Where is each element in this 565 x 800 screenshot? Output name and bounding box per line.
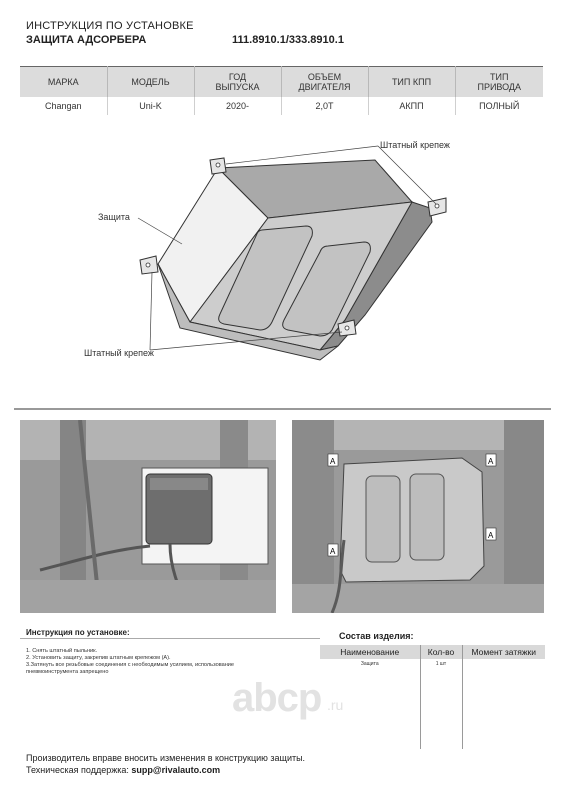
mount-hole-top-left	[216, 163, 220, 167]
subtitle-row	[26, 34, 546, 48]
spec-header-year	[194, 67, 281, 97]
composition-header-qty: Кол-во	[420, 645, 462, 659]
skid-plate-diagram	[0, 140, 565, 400]
callout-fastener-bottom: Штатный крепеж	[84, 348, 154, 358]
leader-left	[138, 218, 182, 244]
composition-empty-cell	[420, 669, 462, 749]
spec-header-gearbox: ТИП КПП	[368, 67, 455, 97]
spec-header-drive	[455, 67, 543, 97]
product-code: 111.8910.1/333.8910.1	[232, 34, 344, 46]
spec-header-brand: МАРКА	[20, 67, 107, 97]
instruction-step: 2. Установить защиту, закрепив штатным крепежом (А).	[26, 655, 171, 661]
marker-a-bottom-right-label: A	[488, 531, 494, 540]
spec-value-brand: Changan	[20, 97, 107, 115]
spec-value-row	[20, 97, 543, 115]
footer-support	[26, 764, 305, 776]
spec-header-row	[20, 67, 543, 97]
instruction-steps	[26, 648, 316, 676]
spec-header-drive-text: ТИП ПРИВОДА	[477, 71, 522, 92]
spec-value-model: Uni-K	[107, 97, 194, 115]
skid-plate-drawing	[0, 140, 565, 400]
document-title: ИНСТРУКЦИЯ ПО УСТАНОВКЕ	[26, 20, 194, 32]
section-divider	[14, 408, 551, 410]
composition-header-row	[320, 645, 545, 659]
mount-hole-left	[146, 263, 150, 267]
composition-header-name: Наименование	[320, 645, 420, 659]
instruction-step: 3.Затянуть все резьбовые соединения с необходимым усилием, использование	[26, 662, 235, 668]
mount-hole-bottom	[345, 326, 349, 330]
photo-before-canister-top	[150, 478, 208, 490]
spec-value-gearbox: АКПП	[368, 97, 455, 115]
spec-header-engine-text: ОБЪЕМ ДВИГАТЕЛЯ	[298, 71, 351, 92]
composition-row	[320, 659, 545, 669]
spec-header-model: МОДЕЛЬ	[107, 67, 194, 97]
composition-header-torque: Момент затяжки	[462, 645, 545, 659]
photo-after-recess-left	[366, 476, 400, 562]
spec-header-engine	[281, 67, 368, 97]
watermark-logo: abcp	[232, 676, 322, 720]
support-email-link[interactable]: supp@rivalauto.com	[131, 765, 221, 775]
composition-title: Состав изделия:	[339, 631, 414, 641]
document-header	[26, 20, 546, 48]
mount-hole-right	[435, 204, 439, 208]
watermark-domain: .ru	[327, 697, 344, 713]
photo-after-install	[292, 420, 544, 613]
product-name: ЗАЩИТА АДСОРБЕРА	[26, 34, 147, 46]
composition-empty-cell	[462, 669, 545, 749]
instruction-step: 1. Снять штатный пыльник.	[26, 648, 98, 654]
support-label: Техническая поддержка:	[26, 765, 129, 775]
spec-header-year-text: ГОД ВЫПУСКА	[215, 71, 260, 92]
callout-skid-plate: Защита	[98, 212, 130, 222]
footer-disclaimer: Производитель вправе вносить изменения в конструкцию защиты.	[26, 753, 306, 763]
marker-a-top-right-label: A	[488, 457, 494, 466]
callout-fastener-top: Штатный крепеж	[380, 140, 450, 150]
marker-a-bottom-left-label: A	[330, 547, 336, 556]
footer	[26, 752, 305, 776]
photo-before-install	[20, 420, 276, 613]
composition-empty-row	[320, 669, 545, 749]
marker-a-bottom-right	[486, 528, 496, 540]
marker-a-top-right	[486, 454, 496, 466]
composition-table	[320, 645, 545, 749]
composition-item-name: Защита	[320, 659, 420, 669]
photo-after-recess-right	[410, 474, 444, 560]
leader-bottom-a	[150, 272, 152, 350]
spec-value-year: 2020-	[194, 97, 281, 115]
photo-after-drawing	[292, 420, 544, 613]
photo-before-drawing	[20, 420, 276, 613]
vehicle-spec-table	[20, 66, 543, 115]
composition-item-torque	[462, 659, 545, 669]
marker-a-top-left	[328, 454, 338, 466]
instruction-step: пневмоинструмента запрещено	[26, 669, 109, 675]
spec-value-engine: 2,0T	[281, 97, 368, 115]
marker-a-top-left-label: A	[330, 457, 336, 466]
composition-item-qty: 1 шт	[420, 659, 462, 669]
instructions-title: Инструкция по установке:	[26, 628, 130, 637]
marker-a-bottom-left	[328, 544, 338, 556]
photo-before-lower-panel	[20, 580, 276, 613]
photo-after-lower-panel	[292, 584, 544, 613]
spec-value-drive: ПОЛНЫЙ	[479, 100, 520, 111]
